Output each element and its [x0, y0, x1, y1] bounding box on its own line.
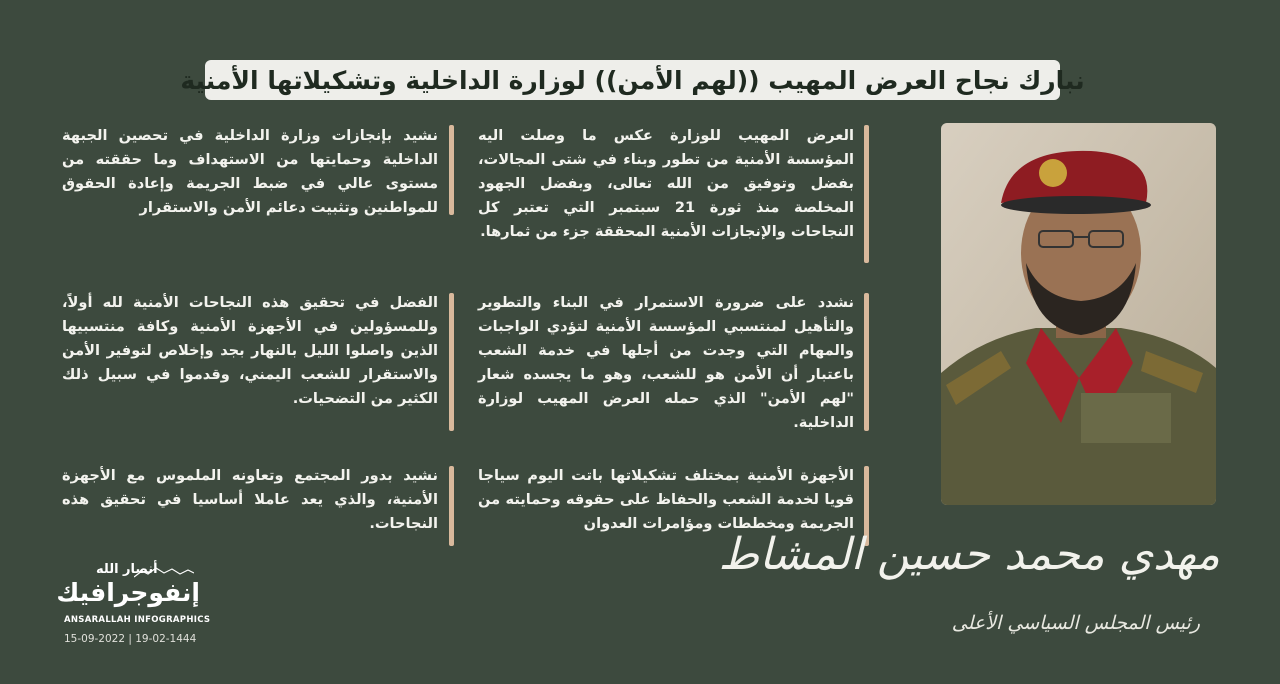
accent-bar	[449, 466, 454, 546]
portrait-illustration	[941, 123, 1216, 505]
page-title: نبارك نجاح العرض المهيب ((لهم الأمن)) لوزارة الداخلية وتشكيلاتها الأمنية	[180, 65, 1085, 95]
logo-date: 15-09-2022 | 19-02-1444	[64, 633, 197, 645]
title-banner	[180, 60, 1085, 100]
accent-bar	[864, 125, 869, 263]
paragraph-left-1: نشيد بإنجازات وزارة الداخلية في تحصين الجبهة الداخلية وحمايتها من الاستهداف وما حققته من مستوى عالي في ضبط الجريمة وإعادة الحقوق للمواطنين وتثبيت دعائم الأمن والاستقرار	[62, 127, 438, 216]
accent-bar	[449, 125, 454, 215]
paragraph-right-1: العرض المهيب للوزارة عكس ما وصلت اليه المؤسسة الأمنية من تطور وبناء في شتى المجالات، بفضل وتوفيق من الله تعالى، وبفضل الجهود المخلصة منذ ثورة 21 سبتمبر التي تعتبر كل النجاحات والإنجازات الأمنية المحققة جزء من ثمارها.	[478, 127, 854, 240]
portrait-photo	[941, 123, 1216, 505]
logo-infographic: إنفوجرافيك	[56, 578, 200, 607]
paragraph-left-2: الفضل في تحقيق هذه النجاحات الأمنية لله أولاً، وللمسؤولين في الأجهزة الأمنية وكافة منتسبيها الذين واصلوا الليل بالنهار بجد وإخلاص لتوفير الأمن والاستقرار للشعب اليمني، وقدموا في سبيل ذلك الكثير من التضحيات.	[62, 294, 438, 407]
paragraph-right-3: الأجهزة الأمنية بمختلف تشكيلاتها باتت اليوم سياجا قويا لخدمة الشعب والحفاظ على حقوقه وحمايته من الجريمة ومخططات ومؤامرات العدوان	[478, 467, 854, 532]
logo-ansarallah: أنصار الله	[96, 562, 158, 577]
accent-bar	[449, 293, 454, 431]
accent-bar	[864, 293, 869, 431]
signature-name: مهدي محمد حسين المشاط	[718, 529, 1220, 580]
paragraph-left-3: نشيد بدور المجتمع وتعاونه الملموس مع الأجهزة الأمنية، والذي يعد عاملا أساسيا في تحقيق هذه النجاحات.	[62, 467, 438, 532]
signature-position: رئيس المجلس السياسي الأعلى	[951, 612, 1200, 634]
paragraph-right-2: نشدد على ضرورة الاستمرار في البناء والتطوير والتأهيل لمنتسبي المؤسسة الأمنية لتؤدي الواجبات والمهام التي وجدت من أجلها في خدمة الشعب باعتبار أن الأمن هو للشعب، وهو ما يجسده شعار "لهم الأمن" الذي حمله العرض المهيب لوزارة الداخلية.	[478, 294, 854, 431]
logo-english: ANSARALLAH INFOGRAPHICS	[64, 615, 211, 625]
